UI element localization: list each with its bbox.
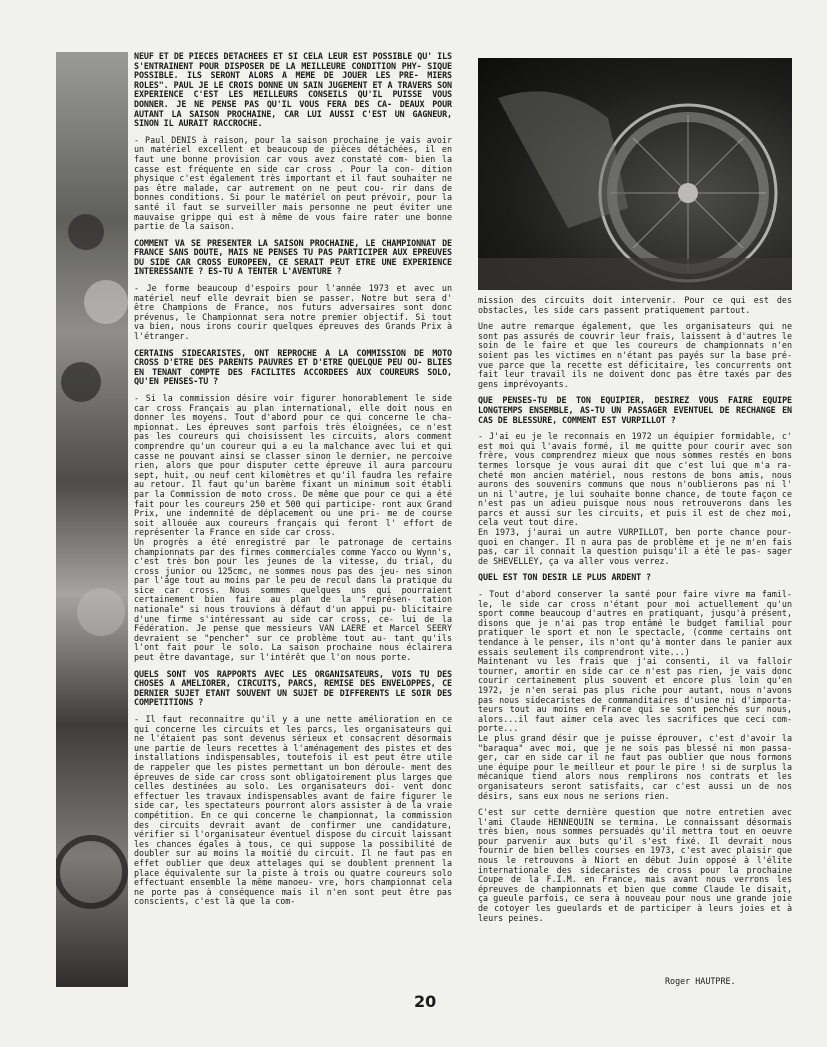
right-para-5: QUEL EST TON DESIR LE PLUS ARDENT ?	[478, 572, 651, 583]
left-para-6: - Si la commission désire voir figurer honorablement le side car cross Français au plan international, elle doit nous en donner les moyens. Tout d'abord pour ce qui concerne le cha- mpionnat. Les épreuves sont parfois très éloignées, ce n'est pas les coureurs qui choisissent les circuits, alors comment comprendre qu'un coureur qui a eu la malchance avec lui et qui casse ne pouvant ainsi se classer sinon le dernier, ne percoive rien, alors que pour disputer cette épreuve il aura parcouru sept, huit, ou neuf cent kilomètres et qu'il faudra les refaire au retour. Il faut qu'un barème fixant un minimum soit établi par la Commission de moto cross. De même que pour ce qui a été fait pour les coureurs 250 et 500 qui participe- ront aux Grand Prix, une indemnité de déplacement ou une pri- me de course soit allouée aux coureurs français qui feront l' effort de représenter la France en side car cross. Un progrès a été enregistré par le patronage de certains championnats par des firmes commerciales comme Yacco ou Wynn's, c'est très bon pour les jeunes de la vitesse, du trial, du cross junior ou 125cmc, ne sommes nous pas des jeu- nes sinon par l'âge tout au moins par le peu de recul dans la pratique du sice car cross. Nous sommes quelques uns qui pourraient certainement bien faire au plan de la "représen- tation nationale" si nous trouvions à défaut d'un appui pu- blicitaire d'une firme s'intéressant au side car cross, ce- lui de la Fédération. Je pense que messieurs VAN LAERE et Marcel SEERY devraient se "pencher" sur ce problème tout au- tant qu'ils l'ont fait pour le solo. La saison prochaine nous éclairera peut être davantage, sur l'intérêt que l'on nous porte.	[134, 393, 452, 663]
page-number: 20	[414, 992, 437, 1011]
right-para-1: mission des circuits doit intervenir. Pour ce qui est des obstacles, les side cars passent pratiquement partout.	[478, 295, 798, 315]
crowd-photo	[56, 52, 128, 987]
right-para-2: Une autre remarque également, que les organisateurs qui ne sont pas assurés de couvrir leur frais, laissent à d'autres le soin de le faire et que les coureurs de championnats n'en soient pas les victimes en n'étant pas payés sur la base pré- vue parce que la recette est déficitaire, les concurrents ont fait leur travail ils ne doivent donc pas être taxés par des gens imprévoyants.	[478, 321, 798, 389]
left-para-3: COMMENT VA SE PRESENTER LA SAISON PROCHAINE, LE CHAMPIONNAT DE FRANCE SANS DOUTE, MAIS NE PENSES TU PAS PARTICIPER AUX EPREUVES DU SIDE CAR CROSS EUROPEEN, CE SERAIT PEUT ETRE UNE EXPERIENCE INTERESSANTE ? ES-TU A TENTER L'AVENTURE ?	[134, 237, 457, 277]
left-para-5: CERTAINS SIDECARISTES, ONT REPROCHE A LA COMMISSION DE MOTO CROSS D'ETRE DES PARENTS PAUVRES ET D'ETRE QUELQUE PEU OU- BLIES EN TENANT COMPTE DES FACILITES ACCORDEES AUX COUREURS SOLO, QU'EN PENSES-TU ?	[134, 347, 457, 387]
right-para-4: - J'ai eu je le reconnais en 1972 un équipier formidable, c' est moi qui l'avais formé, il me quitte pour courir avec son frère, vous comprendrez mieux que nous sommes restés en bons termes lorsque je vous aurai dit que c'est lui que m'a ra- cheté mon ancien matériel, nous restons de bons amis, nous aurons des souvenirs communs que nous n'oublierons pas ni l' un ni l'autre, je lui souhaite bonne chance, de toute façon ce n'est pas un adieu puisque nous nous retrouverons dans les parcs et aussi sur les circuits, et puis il est de chez moi, cela veut tout dire. En 1973, j'aurai un autre VURPILLOT, ben porte chance pour- quoi en changer. Il n aura pas de problème et je ne m'en fais pas, car il connait la question puisqu'il a été le pas- sager de SHEVELLEY, ça va aller vous verrez.	[478, 431, 792, 566]
left-para-4: - Je forme beaucoup d'espoirs pour l'année 1973 et avec un matériel neuf elle devrait bien se passer. Notre but sera d' être Champions de France, nos futurs adversaires sont donc prévenus, le Championnat sera notre premier objectif. Si tout va bien, nous irons courir quelques épreuves des Grands Prix à l'étranger.	[134, 283, 458, 342]
left-para-8: - Il faut reconnaitre qu'il y a une nette amélioration en ce qui concerne les circuits et les parcs, les organisateurs qui ne l'étaient pas sont devenus sérieux et consacrent désormais une partie de leurs recettes à l'aménagement des pistes et des installations indispensables, toutefois il est peut être utile de rappeler que les pistes permettant un bon déroule- ment des épreuves de side car cross sont obligatoirement plus larges que celles destinées au solo. Les organisateurs doi- vent donc effectuer les travaux indispensables avant de faire figurer le side car, les spectateurs pourront alors assister à de la vraie compétition. En ce qui concerne le championnat, la commission des circuits devrait avant de confirmer une candidature, vérifier si l'organisateur éventuel dispose du circuit laissant les chances égales à tous, ce qui suppose la possibilité de doubler sur au moins la moitié du circuit. Il ne faut pas en effet oublier que deux attelages qui se doublent prennent la place équivalente sur la piste à trois ou quatre coureurs solo effectuant ensemble la même manoeu- vre, hors championnat cela ne porte pas à conséquence mais il n'en sont peut être pas conscients, c'est là que la com-	[134, 714, 458, 907]
left-para-7: QUELS SONT VOS RAPPORTS AVEC LES ORGANISATEURS, VOIS TU DES CHOSES A AMELIORER, CIRCUITS, PARCS, REMISE DES ENVELOPPES, CE DERNIER SUJET ETANT SOUVENT UN SUJET DE DIFFERENTS LE SOIR DES COMPETITIONS ?	[134, 668, 457, 708]
left-para-2: - Paul DENIS à raison, pour la saison prochaine je vais avoir un matériel excellent et beaucoup de pièces détachées, il en faut une bonne provision car vous avez constaté com- bien la casse est fréquente en side car cross . Pour la con- dition physique c'est également très important et il faut souhaiter ne pas être malade, car autrement on ne peut cou- rir dans de bonnes conditions. Si pour le matériel on peut prévoir, pour la santé il faut se surveiller mais personne ne peut éviter une mauvaise grippe qui est à même de vous faire rater une bonne partie de la saison.	[134, 134, 458, 232]
right-para-3: QUE PENSES-TU DE TON EQUIPIER, DESIREZ VOUS FAIRE EQUIPE LONGTEMPS ENSEMBLE, AS-TU UN PASSAGER EVENTUEL DE RECHANGE EN CAS DE BLESSURE, COMMENT EST VURPILLOT ?	[478, 395, 797, 425]
right-para-7: C'est sur cette dernière question que notre entretien avec l'ami Claude HENNEQUIN se termina. Le connaissant désormais très bien, nous sommes persuadés qu'il mettra tout en oeuvre pour parvenir aux buts qu'il s'est fixé. Il devrait nous fournir de bien belles courses en 1973, c'est avec plaisir que nous le retrouvons à Niort en début Juin opposé à l'élite internationale des sidecaristes de cross pour la prochaine Coupe de la F.I.M. en France, mais avant nous verrons les épreuves de championnats et bien que comme Claude le disait, ça gueule parfois, ce sera à nouveau pour nous une grande joie de cotoyer les gueulards et de participer à leurs joies et à leurs peines.	[478, 807, 798, 923]
left-column	[134, 51, 458, 914]
author-signature: Roger HAUTPRE.	[665, 976, 736, 986]
left-para-1: NEUF ET DE PIECES DETACHEES ET SI CELA LEUR EST POSSIBLE QU' ILS S'ENTRAINENT POUR DISPOSER DE LA MEILLEURE CONDITION PHY- SIQUE POSSIBLE. ILS SERONT ALORS A MEME DE JOUER LES PRE- MIERS ROLES". PAUL JE LE CROIS DONNE UN SAIN JUGEMENT ET A TRAVERS SON EXPERIENCE C'EST LES MEILLEURS CONSEILS QU'IL PUISSE VOUS DONNER. JE NE PENSE PAS QU'IL VOUS FERA DES CA- DEAUX POUR AUTANT LA SAISON PROCHAINE, CAR LUI AUSSI C'EST UN GAGNEUR, SINON IL AURAIT RACCROCHE.	[134, 51, 457, 129]
right-para-6: - Tout d'abord conserver la santé pour faire vivre ma famil- le, le side car cross n'étant pour moi actuellement qu'un sport comme beaucoup d'autres en pratiquant, jusqu'à présent, disons que je n'ai pas trop entâmé le budget familial pour pratiquer le sport et non le spectacle, (comme certains ont tendance à le penser, ils n'ont qu'à monter dans le panier aux essais seulement ils comprendront vite...) Maintenant vu les frais que j'ai consenti, il va falloir tourner, amortir en side car ce n'est pas rien, je vais donc courir certainement plus souvent et encore plus loin qu'en 1972, je n'en serai pas plus riche pour autant, nous n'avons pas nous sidecaristes de commanditaires d'usine ni d'importa- teurs tout au moins en France qui se sont penchés sur nous, alors...il faut aimer cela avec les sacrifices que ceci com- porte... Le plus grand désir que je puisse éprouver, c'est d'avoir la "baraqua" avec moi, que je ne sois pas blessé ni mon passa- ger, car en side car il ne faut pas oublier que nous formons une équipe pour le meilleur et pour le pire ! si de surplus la mécanique tiend alors nous remplirons nos contrats et les organisateurs seront satisfaits, car c'est aussi un de nos désirs, sans eux nous ne serions rien.	[478, 589, 792, 801]
right-column	[478, 295, 798, 930]
side-photo-strip	[56, 52, 128, 987]
motocross-photo	[478, 58, 792, 290]
motorcycle-wheel-image	[478, 58, 792, 290]
